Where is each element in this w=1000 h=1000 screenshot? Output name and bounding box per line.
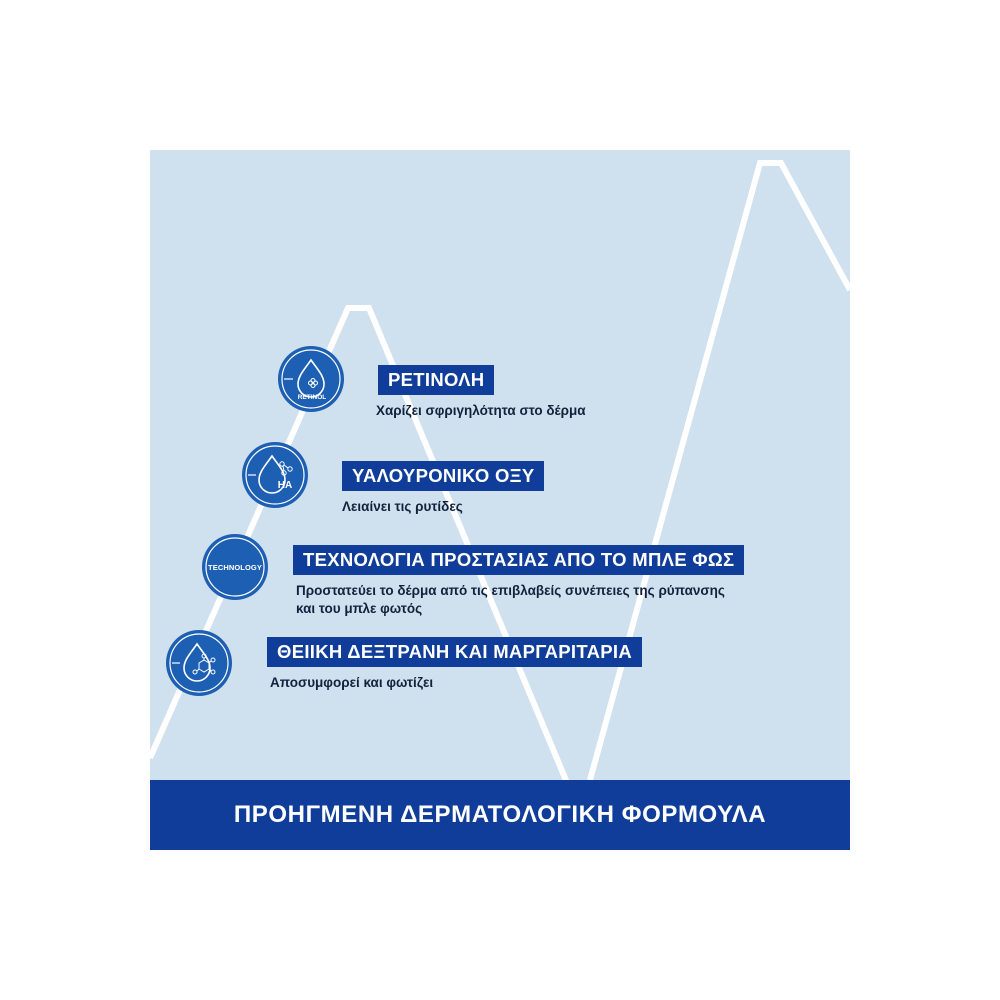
hyaluronic-badge bbox=[242, 442, 308, 508]
footer-text: ΠΡΟΗΓΜΕΝΗ ΔΕΡΜΑΤΟΛΟΓΙΚΗ ΦΟΡΜΟΥΛΑ bbox=[233, 801, 767, 828]
molecule-badge bbox=[166, 630, 232, 696]
technology-icon-label: TECHNOLOGY bbox=[208, 562, 262, 572]
feature-description: Χαρίζει σφριγηλότητα στο δέρμα bbox=[376, 403, 586, 418]
molecule-drop-icon bbox=[166, 630, 232, 696]
ha-icon-label: HA bbox=[277, 480, 293, 491]
feature-title: ΡΕΤΙΝΟΛΗ bbox=[378, 365, 494, 395]
feature-title: ΘΕΙΙΚΗ ΔΕΞΤΡΑΝΗ ΚΑΙ ΜΑΡΓΑΡΙΤΑΡΙΑ bbox=[267, 637, 642, 667]
feature-description: Λειαίνει τις ρυτίδες bbox=[342, 499, 463, 514]
retinol-badge bbox=[278, 346, 344, 412]
feature-description bbox=[296, 582, 725, 618]
infographic-panel bbox=[150, 150, 850, 850]
retinol-icon-label: RETINOL bbox=[297, 394, 327, 401]
footer-banner bbox=[150, 780, 850, 850]
feature-description-line: και του μπλε φωτός bbox=[296, 601, 423, 616]
feature-description: Αποσυμφορεί και φωτίζει bbox=[270, 675, 434, 690]
hyaluronic-drop-icon bbox=[242, 442, 308, 508]
retinol-drop-icon bbox=[278, 346, 344, 412]
technology-badge bbox=[202, 534, 268, 600]
feature-title: ΤΕΧΝΟΛΟΓΙΑ ΠΡΟΣΤΑΣΙΑΣ ΑΠΟ ΤΟ ΜΠΛΕ ΦΩΣ bbox=[293, 545, 744, 575]
feature-description-line: Προστατεύει το δέρμα από τις επιβλαβείς συνέπειες της ρύπανσης bbox=[296, 583, 725, 598]
feature-title: ΥΑΛΟΥΡΟΝΙΚΟ ΟΞΥ bbox=[342, 461, 544, 491]
